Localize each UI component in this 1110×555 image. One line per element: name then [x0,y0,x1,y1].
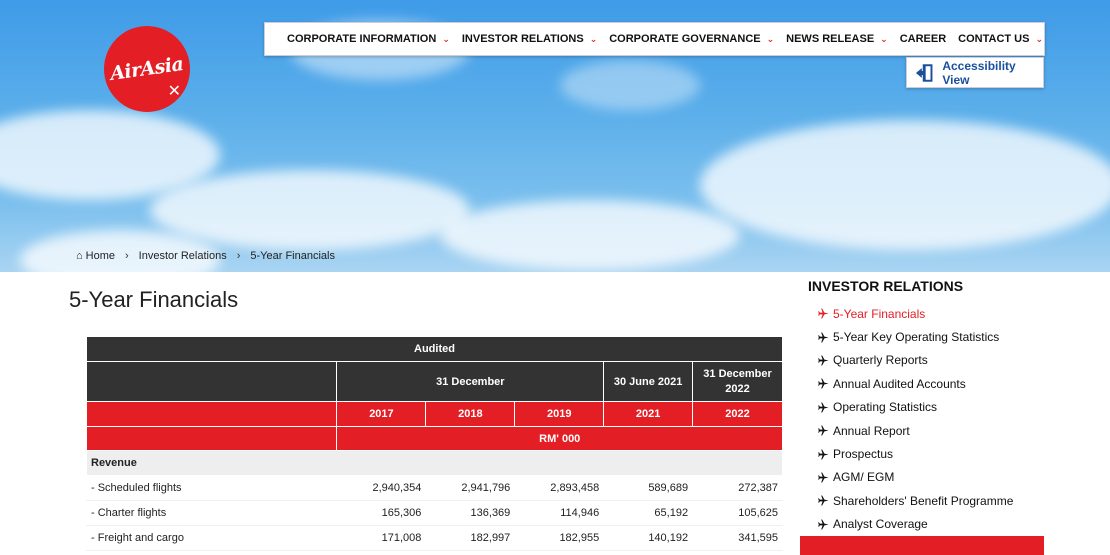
breadcrumb-home[interactable]: Home [85,250,115,262]
period-header-31-december-2022: 31 December 2022 [693,362,783,402]
breadcrumb-current: 5-Year Financials [250,250,335,262]
sidebar-red-banner [800,536,1044,555]
row-value: 2,940,354 [337,476,426,501]
airplane-icon [818,308,829,319]
chevron-down-icon: ⌄ [442,33,450,44]
cloud [440,200,740,270]
accessibility-door-icon [915,63,936,83]
sidebar-menu [818,302,1013,536]
cloud [700,120,1110,250]
row-value: 182,955 [515,526,604,551]
sidebar-item-label: AGM/ EGM [833,470,895,485]
sidebar-item-operating-statistics[interactable] [818,396,1013,419]
unit-header: RM' 000 [337,427,783,451]
period-header-30-june-2021: 30 June 2021 [604,362,693,402]
row-value: 171,008 [337,526,426,551]
airplane-icon [818,472,829,483]
sidebar-item-quarterly-reports[interactable] [818,349,1013,372]
sidebar-item-label: Quarterly Reports [833,353,928,368]
table-row [87,526,783,551]
nav-item-label: CORPORATE INFORMATION [287,33,437,45]
nav-item-label: NEWS RELEASE [786,33,875,45]
page-title: 5-Year Financials [69,287,239,312]
airplane-icon [818,378,829,389]
chevron-down-icon: ⌄ [766,33,775,44]
row-value: 182,997 [426,526,515,551]
row-value: 589,689 [604,476,693,501]
nav-item-label: CORPORATE GOVERNANCE [609,33,761,45]
section-revenue: Revenue [87,451,783,476]
year-header: 2017 [337,402,426,427]
row-label: - Freight and cargo [87,526,337,551]
sidebar-item-label: Operating Statistics [833,400,938,415]
accessibility-view-label: Accessibility View [942,58,1016,87]
year-header: 2022 [693,402,783,427]
breadcrumb [76,250,335,262]
sidebar-item-annual-audited-accounts[interactable] [818,372,1013,395]
sidebar-item-prospectus[interactable] [818,442,1013,465]
sidebar-title: INVESTOR RELATIONS [808,278,964,294]
home-small-icon: ⌂ [76,250,83,262]
row-value: 341,595 [693,526,783,551]
empty-header-cell [87,362,337,402]
cloud [150,170,470,250]
airplane-icon [818,425,829,436]
chevron-down-icon: ⌄ [589,33,598,44]
sidebar-item-label: Prospectus [833,447,894,462]
sidebar-item-label: Analyst Coverage [833,517,928,532]
nav-item-label: CONTACT US [958,33,1030,45]
sidebar-item-shareholders-benefit-programme[interactable] [818,489,1013,512]
row-label: - Scheduled flights [87,476,337,501]
year-header: 2018 [426,402,515,427]
airplane-icon [818,495,829,506]
sidebar-item-label: 5-Year Key Operating Statistics [833,330,1000,345]
sidebar-item-agm-egm[interactable] [818,466,1013,489]
airplane-icon [818,402,829,413]
row-value: 65,192 [604,501,693,526]
chevron-down-icon: ⌄ [880,33,888,44]
sidebar-item-5-year-financials[interactable] [818,302,1013,325]
nav-item-corporate-information[interactable] [287,33,450,45]
empty-year-cell [87,402,337,427]
row-value: 114,946 [515,501,604,526]
breadcrumb-investor-relations[interactable]: Investor Relations [138,250,227,262]
row-value: 140,192 [604,526,693,551]
table-row [87,476,783,501]
row-value: 105,625 [693,501,783,526]
airplane-icon [818,449,829,460]
sidebar-item-annual-report[interactable] [818,419,1013,442]
breadcrumb-separator: › [236,250,241,262]
year-header: 2021 [604,402,693,427]
audited-header: Audited [87,337,783,362]
nav-item-contact-us[interactable] [958,33,1043,45]
row-value: 272,387 [693,476,783,501]
sidebar-item-label: Annual Report [833,423,910,438]
chevron-down-icon: ⌄ [1035,33,1044,44]
sidebar-item-label: 5-Year Financials [833,306,926,321]
accessibility-view-button[interactable] [906,57,1044,88]
nav-item-career[interactable] [900,33,946,45]
row-value: 136,369 [426,501,515,526]
table-row [87,501,783,526]
nav-item-investor-relations[interactable] [462,33,597,45]
logo-text: AirAsia [109,52,185,86]
row-value: 2,941,796 [426,476,515,501]
nav-item-label: INVESTOR RELATIONS [461,33,584,45]
sidebar-item-label: Annual Audited Accounts [833,376,966,391]
top-navigation [264,22,1045,56]
period-header-31-december: 31 December [337,362,604,402]
row-value: 165,306 [337,501,426,526]
breadcrumb-separator: › [125,250,129,262]
sidebar-item-label: Shareholders' Benefit Programme [833,493,1014,508]
row-value: 2,893,458 [515,476,604,501]
airplane-icon [818,519,829,530]
airplane-icon [818,355,829,366]
year-header: 2019 [515,402,604,427]
nav-item-corporate-governance[interactable] [609,33,774,45]
sidebar-item-5-year-key-operating-statistics[interactable] [818,325,1013,348]
nav-item-news-release[interactable] [786,33,888,45]
nav-item-label: CAREER [899,33,947,45]
cloud [560,60,700,110]
row-label: - Charter flights [87,501,337,526]
financials-table [86,336,783,551]
airasia-logo[interactable] [104,26,190,112]
logo-x-mark: ✕ [167,81,181,100]
empty-unit-cell [87,427,337,451]
sidebar-item-analyst-coverage[interactable] [818,513,1013,536]
airplane-icon [818,332,829,343]
